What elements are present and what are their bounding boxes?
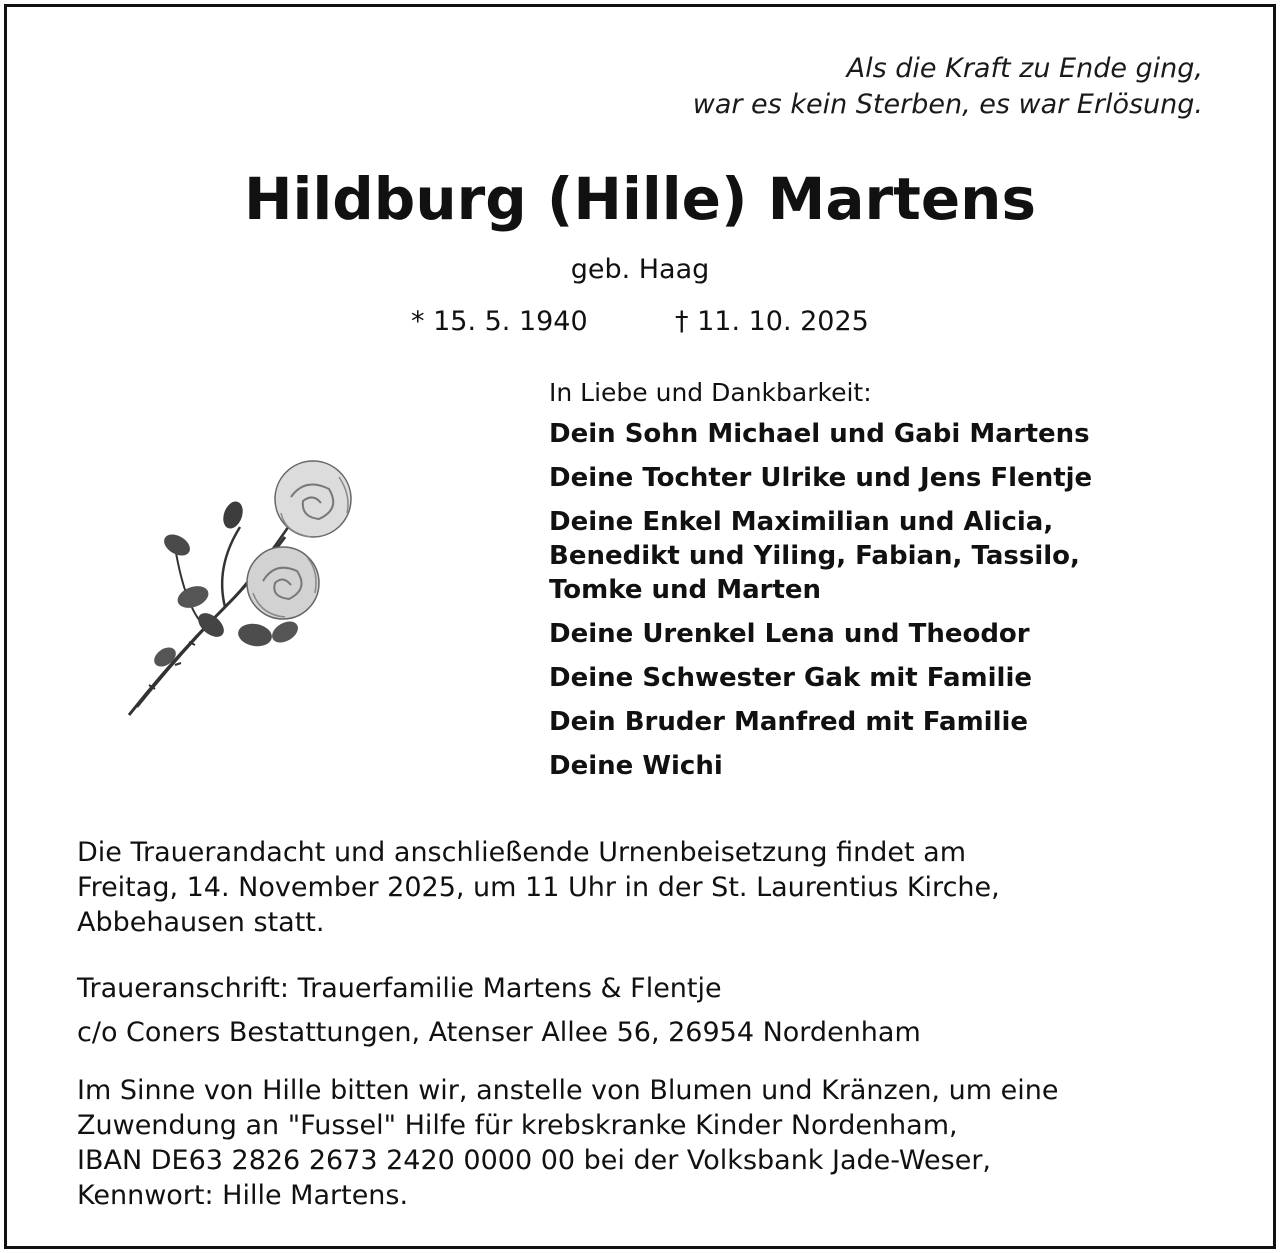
motto-quote	[693, 51, 1203, 123]
mourner-line: Dein Bruder Manfred mit Familie	[549, 707, 1029, 737]
condolence-address	[77, 967, 1207, 1055]
mourner-entry	[549, 461, 1092, 495]
service-notice	[77, 835, 1207, 940]
address-line: c/o Coners Bestattungen, Atenser Allee 56, 26954 Nordenham	[77, 1017, 921, 1048]
donation-notice	[77, 1073, 1207, 1213]
service-line: Die Trauerandacht und anschließende Urnenbeisetzung findet am	[77, 837, 966, 868]
birth-date: * 15. 5. 1940	[411, 306, 588, 337]
service-line: Abbehausen statt.	[77, 907, 325, 938]
mourner-entry	[549, 505, 1092, 607]
mourner-line: Deine Tochter Ulrike und Jens Flentje	[549, 463, 1093, 493]
mourner-line: Tomke und Marten	[549, 575, 822, 605]
mourner-line: Deine Enkel Maximilian und Alicia,	[549, 507, 1054, 537]
donation-line: IBAN DE63 2826 2673 2420 0000 00 bei der Volksbank Jade-Weser,	[77, 1145, 992, 1176]
death-date: † 11. 10. 2025	[675, 306, 869, 337]
deceased-name: Hildburg (Hille) Martens	[243, 165, 1036, 233]
mourner-line: Deine Wichi	[549, 751, 723, 781]
donation-line: Kennwort: Hille Martens.	[77, 1180, 409, 1211]
mourners-section	[549, 375, 1092, 793]
mourner-entry	[549, 661, 1092, 695]
mourner-entry	[549, 417, 1092, 451]
mourner-entry	[549, 617, 1092, 651]
mourner-line: Deine Schwester Gak mit Familie	[549, 663, 1032, 693]
thanks-intro: In Liebe und Dankbarkeit:	[549, 378, 872, 407]
rose-icon	[115, 457, 375, 727]
mourner-line: Deine Urenkel Lena und Theodor	[549, 619, 1030, 649]
birth-name: geb. Haag	[570, 254, 710, 285]
service-line: Freitag, 14. November 2025, um 11 Uhr in der St. Laurentius Kirche,	[77, 872, 1000, 903]
donation-line: Im Sinne von Hille bitten wir, anstelle von Blumen und Kränzen, um eine	[77, 1075, 1059, 1106]
mourner-entry	[549, 749, 1092, 783]
mourner-line: Dein Sohn Michael und Gabi Martens	[549, 419, 1090, 449]
motto-line: war es kein Sterben, es war Erlösung.	[692, 89, 1203, 120]
obituary-frame	[4, 4, 1276, 1249]
motto-line: Als die Kraft zu Ende ging,	[846, 53, 1203, 84]
donation-line: Zuwendung an "Fussel" Hilfe für krebskranke Kinder Nordenham,	[77, 1110, 958, 1141]
mourner-line: Benedikt und Yiling, Fabian, Tassilo,	[549, 541, 1080, 571]
address-line: Traueranschrift: Trauerfamilie Martens & Flentje	[77, 973, 722, 1004]
mourner-entry	[549, 705, 1092, 739]
